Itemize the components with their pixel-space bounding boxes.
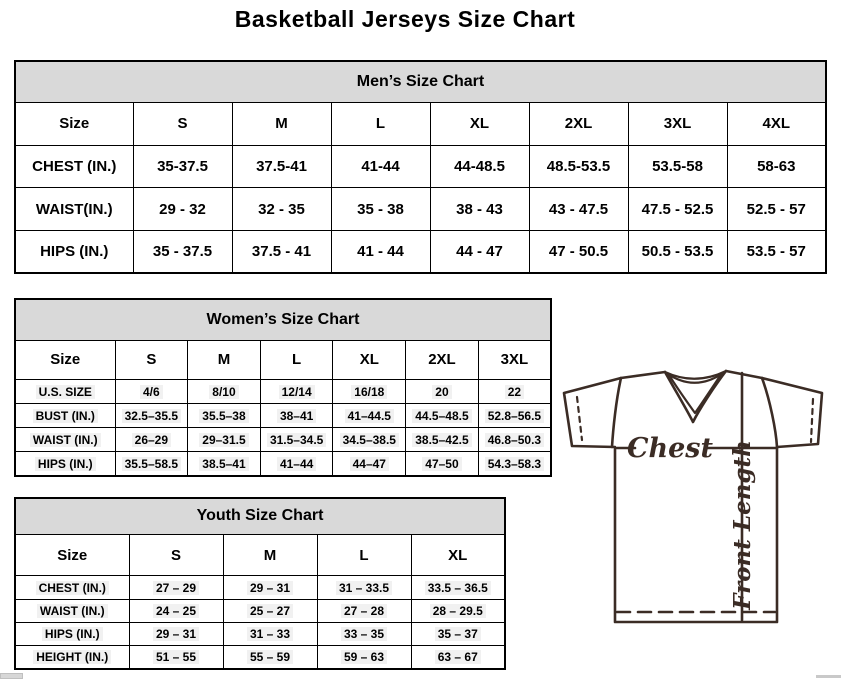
men-cell: 47.5 - 52.5 bbox=[628, 188, 727, 231]
youth-row-label: CHEST (IN.) bbox=[15, 576, 129, 599]
mens-size-chart-table bbox=[14, 60, 827, 274]
youth-row-label: WAIST (IN.) bbox=[15, 599, 129, 622]
men-cell: 29 - 32 bbox=[133, 188, 232, 231]
horizontal-scrollbar-thumb[interactable] bbox=[0, 673, 23, 679]
men-cell: 44 - 47 bbox=[430, 230, 529, 273]
men-cell: 47 - 50.5 bbox=[529, 230, 628, 273]
youth-header-col-s: S bbox=[129, 534, 223, 575]
men-cell: 58-63 bbox=[727, 145, 826, 188]
men-cell: 50.5 - 53.5 bbox=[628, 230, 727, 273]
women-row-label: HIPS (IN.) bbox=[15, 452, 115, 476]
men-row-label: HIPS (IN.) bbox=[15, 230, 133, 273]
youth-cell: 55 – 59 bbox=[223, 646, 317, 669]
women-cell: 29–31.5 bbox=[188, 428, 261, 452]
youth-cell: 28 – 29.5 bbox=[411, 599, 505, 622]
men-header-col-l: L bbox=[331, 103, 430, 146]
women-cell: 4/6 bbox=[115, 379, 188, 403]
youth-cell: 24 – 25 bbox=[129, 599, 223, 622]
women-cell: 16/18 bbox=[333, 379, 406, 403]
youth-row-3 bbox=[15, 646, 505, 669]
youth-cell: 63 – 67 bbox=[411, 646, 505, 669]
youth-cell: 31 – 33.5 bbox=[317, 576, 411, 599]
men-cell: 53.5 - 57 bbox=[727, 230, 826, 273]
men-row-0 bbox=[15, 145, 826, 188]
women-row-2 bbox=[15, 428, 551, 452]
women-cell: 22 bbox=[478, 379, 551, 403]
youth-cell: 33 – 35 bbox=[317, 622, 411, 645]
men-row-label: CHEST (IN.) bbox=[15, 145, 133, 188]
women-row-3 bbox=[15, 452, 551, 476]
youth-header-col-xl: XL bbox=[411, 534, 505, 575]
men-row-label: WAIST(IN.) bbox=[15, 188, 133, 231]
right-cuff-dashed-line bbox=[811, 399, 813, 442]
men-row-2 bbox=[15, 230, 826, 273]
youth-table-title: Youth Size Chart bbox=[15, 498, 505, 534]
men-header-label: Size bbox=[15, 103, 133, 146]
youth-header-label: Size bbox=[15, 534, 129, 575]
women-header-col-3xl: 3XL bbox=[478, 340, 551, 379]
youth-cell: 33.5 – 36.5 bbox=[411, 576, 505, 599]
youth-cell: 51 – 55 bbox=[129, 646, 223, 669]
men-row-1 bbox=[15, 188, 826, 231]
women-cell: 47–50 bbox=[406, 452, 479, 476]
women-row-label: BUST (IN.) bbox=[15, 404, 115, 428]
men-cell: 32 - 35 bbox=[232, 188, 331, 231]
youth-row-label: HEIGHT (IN.) bbox=[15, 646, 129, 669]
left-armhole-seam bbox=[612, 378, 621, 447]
men-cell: 35 - 38 bbox=[331, 188, 430, 231]
mens-size-table bbox=[14, 60, 827, 274]
women-cell: 34.5–38.5 bbox=[333, 428, 406, 452]
men-header-col-4xl: 4XL bbox=[727, 103, 826, 146]
women-cell: 38.5–42.5 bbox=[406, 428, 479, 452]
women-table-title: Women’s Size Chart bbox=[15, 299, 551, 340]
youth-cell: 27 – 29 bbox=[129, 576, 223, 599]
women-cell: 31.5–34.5 bbox=[260, 428, 333, 452]
womens-size-chart-table bbox=[14, 298, 552, 477]
youth-size-chart-table bbox=[14, 497, 506, 670]
youth-size-table bbox=[14, 497, 506, 670]
youth-cell: 29 – 31 bbox=[129, 622, 223, 645]
youth-row-label: HIPS (IN.) bbox=[15, 622, 129, 645]
women-cell: 35.5–58.5 bbox=[115, 452, 188, 476]
men-cell: 37.5 - 41 bbox=[232, 230, 331, 273]
women-cell: 46.8–50.3 bbox=[478, 428, 551, 452]
men-cell: 35-37.5 bbox=[133, 145, 232, 188]
men-cell: 53.5-58 bbox=[628, 145, 727, 188]
men-header-col-3xl: 3XL bbox=[628, 103, 727, 146]
left-cuff-dashed-line bbox=[577, 397, 582, 440]
women-header-col-l: L bbox=[260, 340, 333, 379]
men-table-title: Men’s Size Chart bbox=[15, 61, 826, 103]
women-header-col-xl: XL bbox=[333, 340, 406, 379]
women-cell: 52.8–56.5 bbox=[478, 404, 551, 428]
youth-cell: 31 – 33 bbox=[223, 622, 317, 645]
women-cell: 12/14 bbox=[260, 379, 333, 403]
women-cell: 32.5–35.5 bbox=[115, 404, 188, 428]
women-header-col-s: S bbox=[115, 340, 188, 379]
women-header-col-m: M bbox=[188, 340, 261, 379]
men-cell: 41 - 44 bbox=[331, 230, 430, 273]
jersey-measurement-diagram bbox=[555, 360, 835, 660]
women-cell: 41–44.5 bbox=[333, 404, 406, 428]
women-row-label: U.S. SIZE bbox=[15, 379, 115, 403]
men-cell: 37.5-41 bbox=[232, 145, 331, 188]
chest-label: Chest bbox=[627, 433, 713, 464]
women-cell: 26–29 bbox=[115, 428, 188, 452]
women-cell: 54.3–58.3 bbox=[478, 452, 551, 476]
women-cell: 38.5–41 bbox=[188, 452, 261, 476]
horizontal-scrollbar-fragment[interactable] bbox=[816, 675, 841, 678]
youth-cell: 59 – 63 bbox=[317, 646, 411, 669]
women-cell: 20 bbox=[406, 379, 479, 403]
front-length-label: Front Length bbox=[729, 440, 756, 610]
youth-cell: 27 – 28 bbox=[317, 599, 411, 622]
youth-row-1 bbox=[15, 599, 505, 622]
youth-cell: 35 – 37 bbox=[411, 622, 505, 645]
women-cell: 44.5–48.5 bbox=[406, 404, 479, 428]
men-cell: 35 - 37.5 bbox=[133, 230, 232, 273]
youth-header-col-l: L bbox=[317, 534, 411, 575]
men-cell: 43 - 47.5 bbox=[529, 188, 628, 231]
men-cell: 48.5-53.5 bbox=[529, 145, 628, 188]
womens-size-table bbox=[14, 298, 552, 477]
women-cell: 38–41 bbox=[260, 404, 333, 428]
page-title: Basketball Jerseys Size Chart bbox=[234, 6, 576, 32]
youth-cell: 29 – 31 bbox=[223, 576, 317, 599]
men-cell: 52.5 - 57 bbox=[727, 188, 826, 231]
men-cell: 38 - 43 bbox=[430, 188, 529, 231]
men-header-col-m: M bbox=[232, 103, 331, 146]
men-cell: 44-48.5 bbox=[430, 145, 529, 188]
women-cell: 44–47 bbox=[333, 452, 406, 476]
right-armhole-seam bbox=[762, 378, 777, 447]
women-row-1 bbox=[15, 404, 551, 428]
women-cell: 35.5–38 bbox=[188, 404, 261, 428]
women-cell: 41–44 bbox=[260, 452, 333, 476]
men-header-col-s: S bbox=[133, 103, 232, 146]
women-row-0 bbox=[15, 379, 551, 403]
men-header-col-2xl: 2XL bbox=[529, 103, 628, 146]
men-header-col-xl: XL bbox=[430, 103, 529, 146]
women-row-label: WAIST (IN.) bbox=[15, 428, 115, 452]
women-cell: 8/10 bbox=[188, 379, 261, 403]
women-header-label: Size bbox=[15, 340, 115, 379]
youth-row-2 bbox=[15, 622, 505, 645]
youth-header-col-m: M bbox=[223, 534, 317, 575]
women-header-col-2xl: 2XL bbox=[406, 340, 479, 379]
men-cell: 41-44 bbox=[331, 145, 430, 188]
youth-cell: 25 – 27 bbox=[223, 599, 317, 622]
youth-row-0 bbox=[15, 576, 505, 599]
